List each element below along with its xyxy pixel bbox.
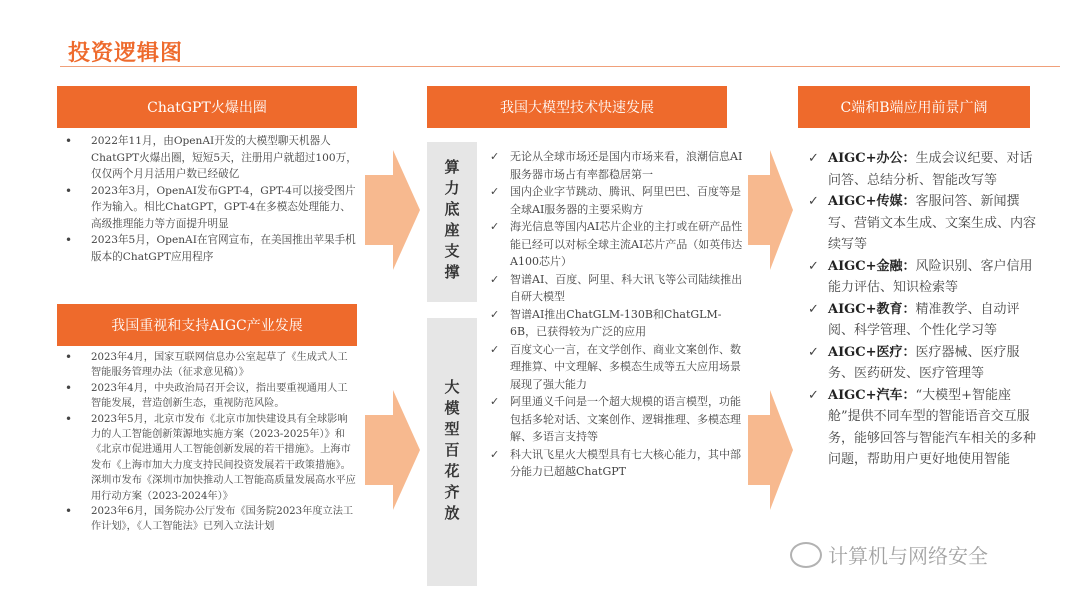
check-icon: ✓ [490, 395, 500, 408]
list-item: • 2023年5月，OpenAI在官网宣布，在美国推出苹果手机版本的ChatGPT应用程序 [65, 233, 356, 263]
check-icon: ✓ [808, 387, 819, 403]
check-icon: ✓ [490, 307, 500, 321]
policy-list [57, 350, 357, 535]
check-icon: ✓ [808, 301, 819, 317]
check-icon: ✓ [808, 344, 819, 360]
models-label-box: 大模型百花齐放 [427, 318, 477, 586]
wechat-icon [790, 542, 822, 568]
bullet-icon: • [65, 134, 73, 148]
list-item: ✓ 国内企业字节跳动、腾讯、阿里巴巴、百度等是全球AI服务器的主要采购方 [490, 185, 741, 216]
chatgpt-header: ChatGPT火爆出圈 [57, 86, 357, 128]
check-icon: ✓ [490, 185, 500, 198]
bullet-icon: • [65, 350, 73, 364]
list-item: • 2023年3月，OpenAI发布GPT-4，GPT-4可以接受图片作为输入。相比ChatGPT，GPT-4在多模态处理能力、高级推理能力等方面提升明显 [65, 183, 356, 230]
list-item: • 2022年11月，由OpenAI开发的大模型聊天机器人ChatGPT火爆出圈，短短5天，注册用户就超过100万，仅仅两个月月活用户数已经破亿 [65, 134, 357, 180]
list-item: ✓ AIGC+教育：精准教学、自动评阅、科学管理、个性化学习等 [798, 299, 1038, 342]
model-header: 我国大模型技术快速发展 [427, 86, 727, 128]
list-item: ✓ 科大讯飞星火大模型具有七大核心能力，其中部分能力已超越ChatGPT [490, 447, 741, 478]
list-item: ✓ 智谱AI、百度、阿里、科大讯飞等公司陆续推出自研大模型 [490, 272, 743, 303]
bullet-icon: • [65, 183, 73, 198]
list-item: • 2023年5月，北京市发布《北京市加快建设具有全球影响力的人工智能创新策源地实施方案（2023-2025年）》和《北京市促进通用人工智能创新发展的若干措施》。上海市发布《上海市加大力度支持民间投资发展若干政策措施》。深圳市发布《深圳市加快推动人工智能高质量发展高水平应用行动方案（2023-2024年）》 [65, 411, 356, 502]
list-item: ✓ 百度文心一言，在文学创作、商业文案创作、数理推算、中文理解、多模态生成等五大应用场景展现了强大能力 [490, 342, 741, 391]
check-icon: ✓ [490, 150, 500, 163]
list-item: ✓ 智谱AI推出ChatGLM-130B和ChatGLM-6B，已获得较为广泛的应用 [490, 307, 722, 338]
list-item: ✓ 海光信息等国内AI芯片企业的主打或在研产品性能已经可以对标全球主流AI芯片产品（如英伟达A100芯片） [490, 220, 743, 268]
bullet-icon: • [65, 380, 73, 395]
check-icon: ✓ [490, 272, 500, 286]
arrow-right-icon [365, 390, 420, 510]
check-icon: ✓ [808, 258, 819, 274]
arrow-right-icon [365, 150, 420, 270]
bullet-icon: • [65, 233, 73, 247]
page-title: 投资逻辑图 [68, 41, 184, 66]
bullet-icon: • [65, 504, 73, 519]
compute-label-box: 算力底座支撑 [427, 142, 477, 302]
list-item: ✓ AIGC+办公：生成会议纪要、对话问答、总结分析、智能改写等 [798, 148, 1038, 191]
check-icon: ✓ [808, 151, 819, 166]
list-item: • 2023年6月，国务院办公厅发布《国务院2023年度立法工作计划》，《人工智能法》已列入立法计划 [65, 504, 354, 533]
arrow-right-icon [748, 390, 793, 510]
check-icon: ✓ [490, 220, 500, 233]
list-item: ✓ AIGC+汽车：“大模型+智能座舱”提供不同车型的智能语音交互服务，能够回答与智能汽车相关的多种问题，帮助用户更好地使用智能 [798, 385, 1038, 471]
application-list [798, 148, 1038, 471]
check-icon: ✓ [490, 447, 500, 461]
list-item: ✓ AIGC+医疗：医疗器械、医疗服务、医药研发、医疗管理等 [798, 342, 1038, 385]
bullet-icon: • [65, 411, 73, 426]
list-item: ✓ 阿里通义千问是一个超大规模的语言模型，功能包括多轮对话、文案创作、逻辑推理、多模态理解、多语言支持等 [490, 395, 741, 443]
watermark: 计算机与网络安全 [790, 540, 988, 569]
arrow-right-icon [748, 150, 793, 270]
check-icon: ✓ [490, 342, 500, 356]
list-item: ✓ AIGC+金融：风险识别、客户信用能力评估、知识检索等 [798, 256, 1038, 299]
model-list [486, 148, 744, 481]
list-item: ✓ 无论从全球市场还是国内市场来看，浪潮信息AI服务器市场占有率都稳居第一 [490, 150, 743, 181]
title-divider [60, 66, 1060, 67]
list-item: • 2023年4月，中央政治局召开会议，指出要重视通用人工智能发展，营造创新生态，重视防范风险。 [65, 380, 348, 410]
application-header: C端和B端应用前景广阔 [798, 86, 1030, 128]
chatgpt-list [57, 133, 357, 265]
check-icon: ✓ [808, 194, 819, 209]
list-item: • 2023年4月，国家互联网信息办公室起草了《生成式人工智能服务管理办法（征求意见稿）》 [65, 350, 348, 379]
list-item: ✓ AIGC+传媒：客服问答、新闻撰写、营销文本生成、文案生成、内容续写等 [798, 191, 1038, 256]
policy-header: 我国重视和支持AIGC产业发展 [57, 304, 357, 346]
